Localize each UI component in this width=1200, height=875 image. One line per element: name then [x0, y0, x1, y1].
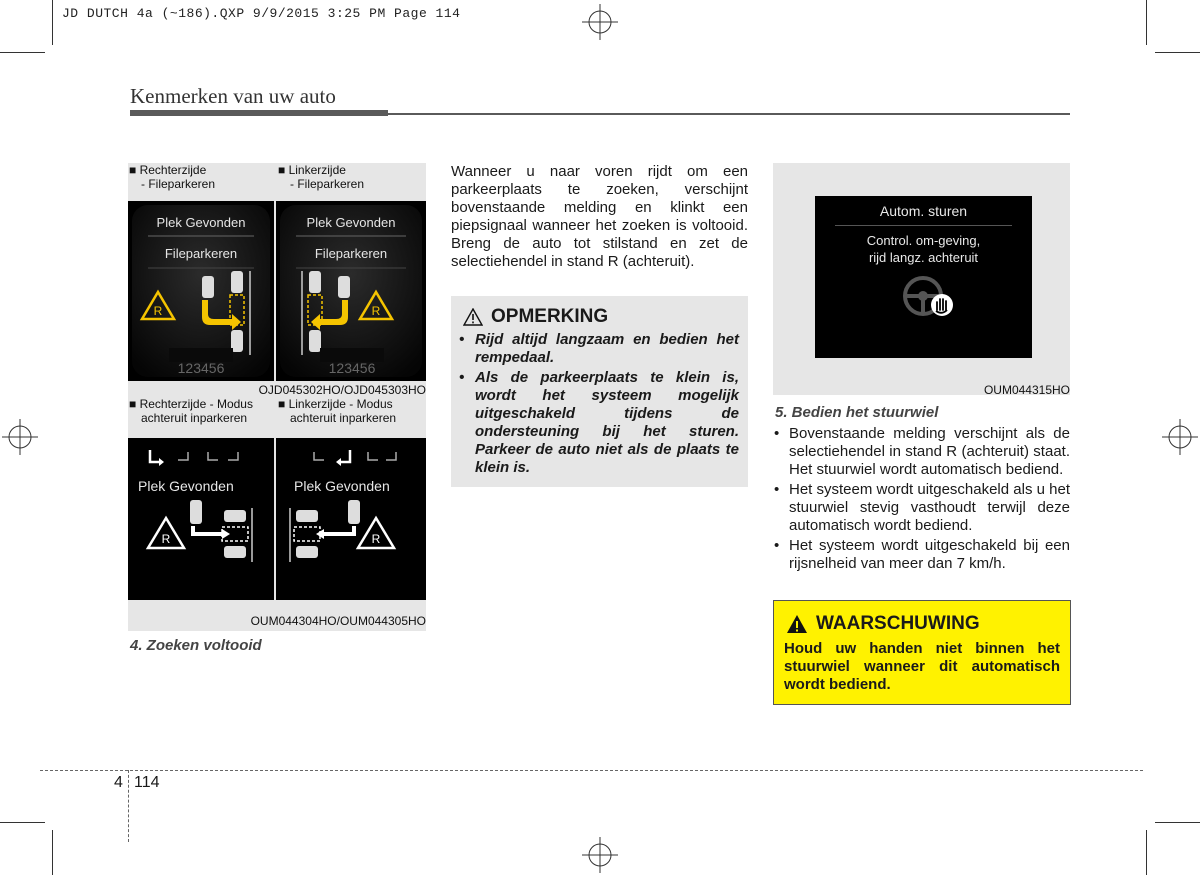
note-item: • Rijd altijd langzaam en bedien het rempedaal.: [451, 331, 739, 367]
screen-found-label: Plek Gevonden: [306, 215, 396, 230]
title-rule: [130, 110, 388, 116]
cluster-screen-left-parallel: [276, 201, 426, 381]
step-5-title: 5. Bedien het stuurwiel: [775, 404, 939, 421]
bullet-item: • Bovenstaande melding verschijnt als de selectiehendel in stand R (achteruit) staat. Het stuurwiel wordt automatisch bediend.: [773, 425, 1070, 479]
screen-found-label: Plek Gevonden: [156, 215, 246, 230]
figure-code-steering: OUM044315HO: [983, 383, 1070, 397]
warning-triangle-icon: [463, 308, 483, 326]
figure-code-top: OJD045302HO/OJD045303HO: [258, 383, 426, 397]
reverse-parking-left-graphic: [276, 438, 426, 600]
screen-mode-label: Fileparkeren: [164, 246, 238, 261]
registration-mark-bottom: [582, 837, 618, 873]
steering-bullets: [773, 425, 1070, 575]
steering-screen: [815, 196, 1032, 358]
cluster-screen-right-reverse: [128, 438, 274, 600]
footer-rule: [40, 770, 1143, 771]
screen-found-label: Plek Gevonden: [138, 478, 234, 494]
svg-text:R: R: [371, 304, 381, 318]
file-slug: JD DUTCH 4a (~186).QXP 9/9/2015 3:25 PM Page 114: [62, 6, 461, 21]
cluster-screen-right-parallel: [128, 201, 274, 381]
registration-mark-top: [582, 4, 618, 40]
caption-left-side-parallel: ■ Linkerzijde - Fileparkeren: [278, 163, 365, 191]
warning-title: WAARSCHUWING: [816, 613, 980, 634]
svg-text:R: R: [161, 532, 171, 546]
svg-text:123456: 123456: [177, 360, 225, 376]
step-4-title: 4. Zoeken voltooid: [130, 637, 262, 654]
screen-divider: [835, 225, 1012, 226]
steering-screen-line2: rijd langz. achteruit: [868, 250, 979, 265]
cluster-screen-left-reverse: [276, 438, 426, 600]
svg-text:R: R: [153, 304, 163, 318]
screen-mode-label: Fileparkeren: [314, 246, 388, 261]
chapter-number: 4: [114, 774, 123, 791]
note-header: [463, 306, 608, 328]
figure-code-bottom: OUM044304HO/OUM044305HO: [250, 614, 426, 628]
title-rule-extension: [388, 113, 1070, 115]
note-item: • Als de parkeerplaats te klein is, wordt het systeem mogelijk uitgeschakeld tijdens de ondersteuning bij het sturen. Parkeer de auto niet als de plaats te klein is.: [451, 369, 739, 477]
bullet-item: • Het systeem wordt uitgeschakeld als u het stuurwiel stevig vasthoudt terwijl deze automatisch wordt bediend.: [773, 481, 1070, 535]
warning-triangle-icon: [786, 614, 808, 634]
note-list: [451, 331, 739, 479]
section-title: Kenmerken van uw auto: [130, 84, 336, 108]
steering-screen-title: Autom. sturen: [879, 203, 968, 219]
search-paragraph: Wanneer u naar voren rijdt om een parkeerplaats te zoeken, verschijnt bovenstaande melding en klinkt een piepsignaal wanneer het zoeken is voltooid. Breng de auto tot stilstand en zet de selectiehendel in stand R (achteruit).: [451, 163, 748, 270]
bullet-item: • Het systeem wordt uitgeschakeld bij een rijsnelheid van meer dan 7 km/h.: [773, 537, 1070, 573]
svg-text:R: R: [371, 532, 381, 546]
note-box: [451, 296, 748, 487]
warning-text: Houd uw handen niet binnen het stuurwiel wanneer dit automatisch wordt bediend.: [784, 640, 1060, 693]
warning-header: [786, 613, 980, 635]
note-title: OPMERKING: [491, 306, 609, 327]
caption-right-side-reverse: ■ Rechterzijde - Modus achteruit inparkeren: [129, 397, 253, 425]
svg-text:123456: 123456: [328, 360, 376, 376]
steering-wheel-hand-icon: [899, 274, 959, 322]
steering-screen-line1: Control. om-geving,: [866, 233, 981, 248]
registration-mark-left: [2, 419, 38, 455]
caption-left-side-reverse: ■ Linkerzijde - Modus achteruit inparkeren: [278, 397, 397, 425]
footer-vertical-rule: [128, 770, 129, 842]
caption-right-side-parallel: ■ Rechterzijde - Fileparkeren: [129, 163, 216, 191]
screen-found-label: Plek Gevonden: [294, 478, 390, 494]
reverse-parking-right-graphic: [128, 438, 274, 600]
registration-mark-right: [1162, 419, 1198, 455]
warning-box: [773, 600, 1071, 705]
page-number: 114: [134, 774, 160, 791]
